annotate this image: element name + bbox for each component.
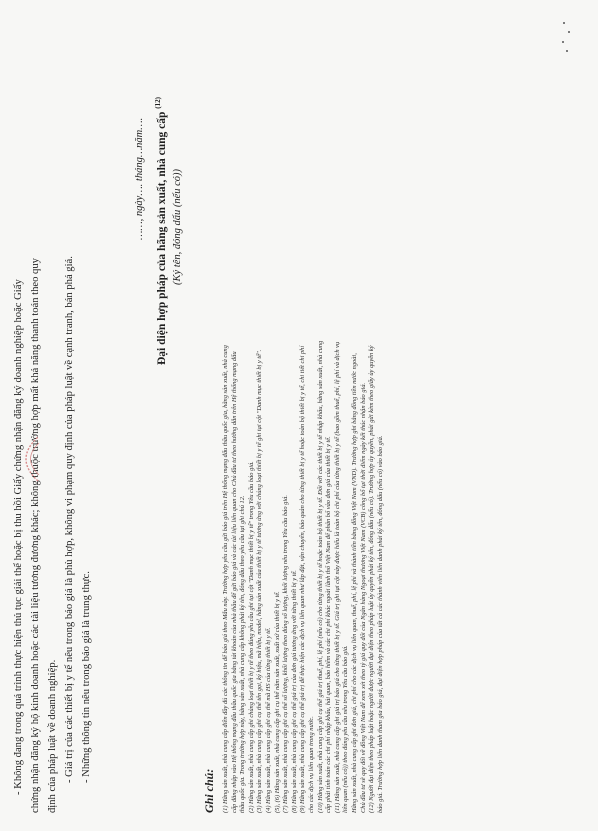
signature-subtitle: (Ký tên, đóng dấu (nếu có)): [172, 168, 183, 285]
note-line: (11) Hãng sản xuất, nhà cung cấp ghi giá trị báo giá cho từng thiết bị y tế. Giá trị ghi tại cột này được hiểu là toàn bộ chi phí của từng thiết bị y tế (bao gồm thuế, phí, lệ phí và dịch vụ: [333, 341, 341, 813]
paragraph-3: định của pháp luật về doanh nghiệp.: [47, 659, 58, 813]
notes-heading: Ghi chú:: [202, 768, 216, 813]
note-line: liên quan (nếu có)) theo đúng yêu cầu nêu trong Yêu cầu báo giá.: [342, 645, 350, 813]
note-line: (10) Hãng sản xuất, nhà cung cấp ghi cụ thể giá trị thuế, phí, lệ phí (nếu có) cho từng thiết bị y tế hoặc toàn bộ thiết bị y tế. Đối với các thiết bị y tế nhập khẩu, hãng sản xuất, nhà cung: [316, 340, 324, 813]
note-line: cấp phải tính toán các chi phí nhập khẩu, hải quan, bảo hiểm và các chi phí khác ngoài lãnh thổ Việt Nam để phân bổ vào đơn giá của thiết bị y tế.: [325, 436, 333, 813]
note-line: (7) Hãng sản xuất, nhà cung cấp ghi cụ thể số lượng, khối lượng theo đúng số lượng, khối lượng nêu trong Yêu cầu báo giá.: [282, 495, 290, 813]
signature-date: ……, ngày…. tháng…năm….: [134, 117, 145, 240]
note-line: cấp đăng nhập vào Hệ thống mạng đấu thầu quốc gia bằng tài khoản của nhà thầu để gửi báo giá và các tài liệu liên quan cho Chủ đầu tư theo hướng dẫn trên Hệ thống mạng đấu: [230, 351, 238, 813]
paragraph-1: - Không đang trong quá trình thực hiện thủ tục giải thể hoặc bị thu hồi Giấy chứng nhận đăng ký doanh nghiệp hoặc Giấy: [13, 279, 24, 795]
note-line: (12) Người đại diện theo pháp luật hoặc người được người đại diện theo pháp luật ủy quyền phải ký tên, đóng dấu (nếu có). Trường hợp ủy quyền, phải gửi kèm theo giấy ủy quyền ký: [368, 345, 376, 813]
note-line: (3) Hãng sản xuất, nhà cung cấp ghi cụ thể tên gọi, ký hiệu, mã hiệu, model, hãng sản xuất của thiết bị y tế tương ứng với chủng loại thiết bị y tế ghi tại cột "Danh mục thiết bị y tế".: [256, 349, 264, 813]
note-line: (5), (6) Hãng sản xuất, nhà cung cấp ghi cụ thể năm sản xuất, xuất xứ của thiết bị y tế.: [273, 591, 281, 813]
rotated-content: [10, 15, 570, 815]
note-line: Chủ đầu tư sẽ quy đổi về đồng Việt Nam để xem xét theo tỷ giá quy đổi của Ngân hàng Ngoại thương Việt Nam (VCB) công bố tại thời điểm ngày kết thúc nhận báo giá.: [359, 382, 367, 813]
signature-title: Đại diện hợp pháp của hãng sản xuất, nhà cung cấp $^{(12)}$: [154, 97, 168, 365]
note-line: thầu quốc gia. Trong trường hợp này, hãng sản xuất, nhà cung cấp không phải ký tên, đóng dấu theo yêu cầu tại ghi chú 12.: [239, 495, 247, 813]
paragraph-2: chứng nhận đăng ký hộ kinh doanh hoặc các tài liệu tương đương khác; không thuộc trường hợp mất khả năng thanh toán theo quy: [30, 258, 41, 813]
note-line: Hãng sản xuất, nhà cung cấp ghi đơn giá, chi phí cho các dịch vụ liên quan, thuế, phí, lệ phí và thành tiền bằng đồng Việt Nam (VND). Trường hợp ghi bằng đồng tiền nước ngoài,: [350, 353, 358, 813]
notes-list: [222, 341, 385, 813]
stamp-mark: [20, 435, 42, 483]
note-line: (2) Hãng sản xuất, nhà cung cấp ghi chủng loại thiết bị y tế theo đúng yêu cầu ghi tại cột "Danh mục thiết bị y tế" trong Yêu cầu báo giá.: [247, 461, 255, 813]
note-line: (4) Hãng sản xuất, nhà cung cấp ghi cụ thể mã HS của từng thiết bị y tế.: [264, 627, 272, 813]
note-line: báo giá. Trường hợp liên danh tham gia báo giá, đại diện hợp pháp của tất cả các thành viên liên danh phải ký tên, đóng dấu (nếu có) vào báo giá.: [376, 435, 384, 813]
note-line: (1) Hãng sản xuất, nhà cung cấp điền đầy đủ các thông tin để báo giá theo Mẫu này. Trường hợp yêu cầu gửi báo giá trên Hệ thống mạng đấu thầu quốc gia, hãng sản xuất, nhà cung: [222, 345, 229, 813]
note-line: (8) Hãng sản xuất, nhà cung cấp ghi cụ thể giá trị của đơn giá tương ứng với từng thiết bị y tế.: [290, 570, 298, 813]
note-line: (9) Hãng sản xuất, nhà cung cấp ghi cụ thể giá trị để thực hiện các dịch vụ liên quan như lắp đặt, vận chuyển, bảo quản cho từng thiết bị y tế hoặc toàn bộ thiết bị y tế, chi tiết chi phí: [299, 345, 307, 813]
paragraph-4: - Giá trị của các thiết bị y tế nêu trong báo giá là phù hợp, không vi phạm quy định của pháp luật về cạnh tranh, bán phá giá.: [64, 256, 75, 783]
paragraph-5: - Những thông tin nêu trong báo giá là trung thực.: [81, 571, 92, 783]
note-line: cho các dịch vụ liên quan trong nước.: [307, 716, 315, 813]
